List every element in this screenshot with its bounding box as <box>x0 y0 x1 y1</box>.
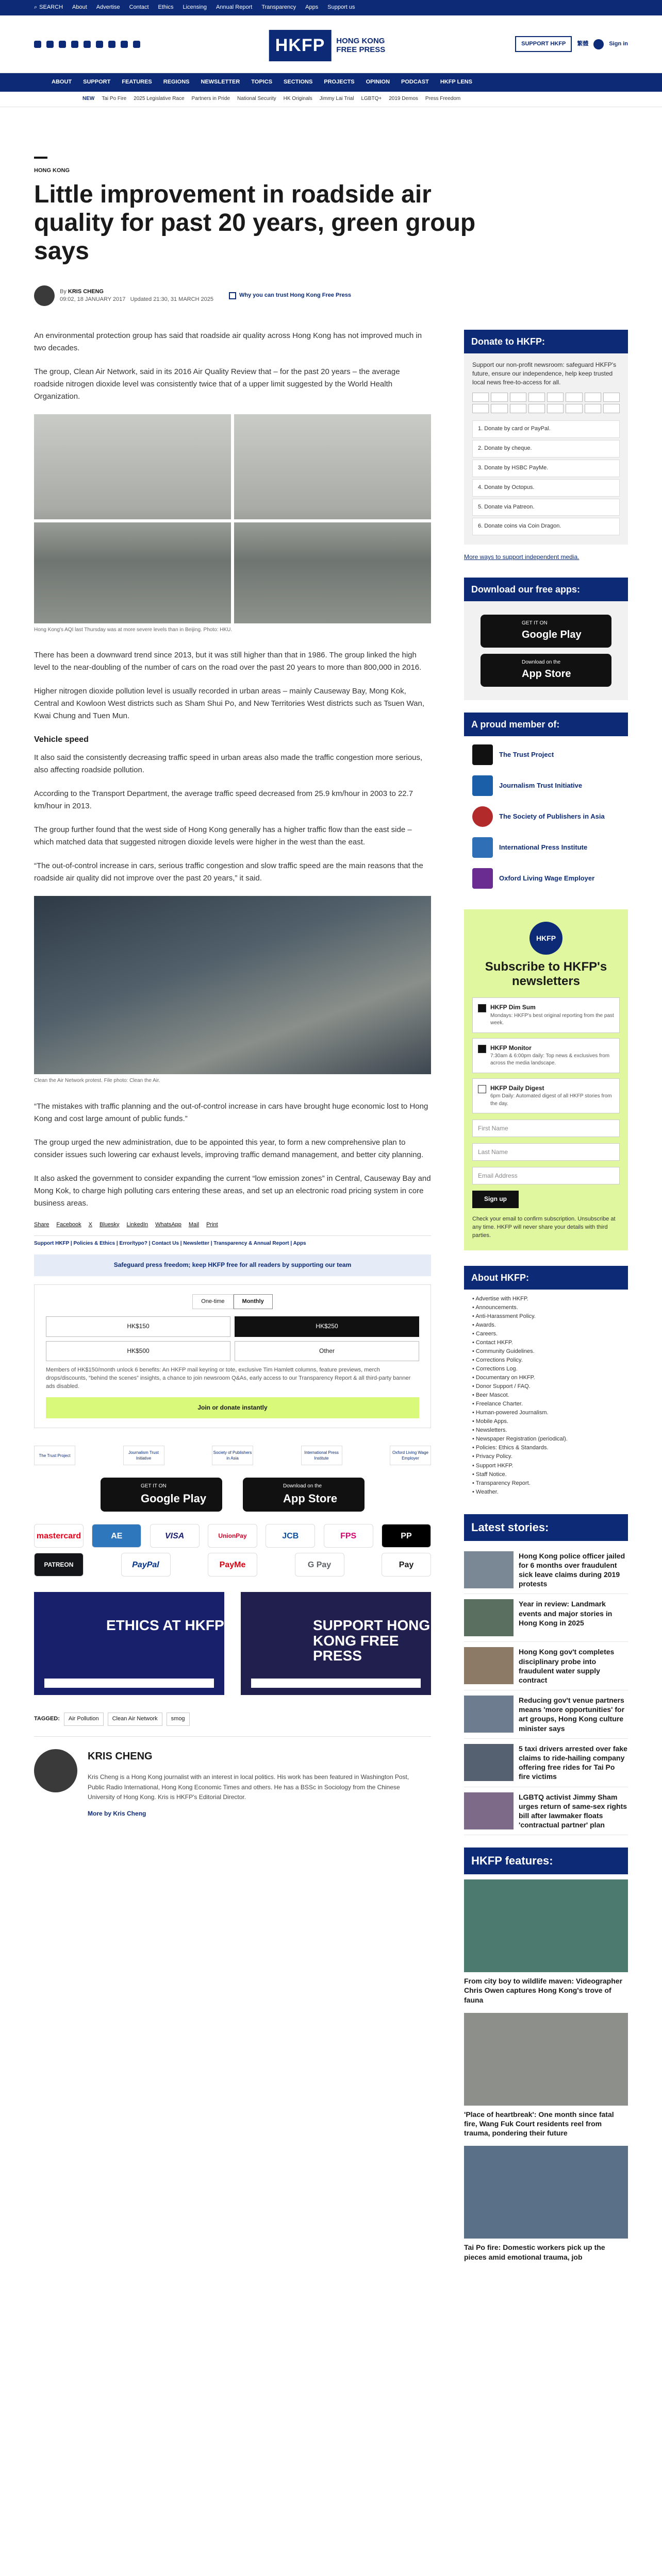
new-badge: NEW <box>82 96 95 102</box>
author-name[interactable]: KRIS CHENG <box>68 288 104 295</box>
topbar-search[interactable]: ⌕ SEARCH <box>34 4 63 12</box>
living-wage-logo[interactable]: Oxford Living Wage Employer <box>390 1446 431 1465</box>
feature-title[interactable]: From city boy to wildlife maven: Videographer Chris Owen captures Hong Kong's trove of fauna <box>464 1977 623 2004</box>
trending-link[interactable]: 2019 Demos <box>389 96 418 102</box>
protest-photo <box>34 896 431 1074</box>
newsletter-option[interactable]: HKFP Monitor 7:30am & 6:00pm daily: Top news & exclusives from across the media landscape. <box>472 1038 620 1073</box>
author-avatar[interactable] <box>34 285 55 306</box>
member-living-wage[interactable]: Oxford Living Wage Employer <box>464 863 628 894</box>
share-linkedin[interactable]: LinkedIn <box>126 1221 148 1228</box>
newsletter-fine-print: Check your email to confirm subscription. Unsubscribe at any time. HKFP will never share your details with third parties. <box>472 1215 616 1239</box>
story-item[interactable] <box>464 1546 628 1595</box>
story-title[interactable]: Hong Kong police officer jailed for 6 months over fraudulent sick leave claims during 2019 protests <box>519 1551 625 1588</box>
card-icon <box>491 393 507 402</box>
trending-link[interactable]: Partners in Pride <box>191 96 230 102</box>
feature-title[interactable]: Tai Po fire: Domestic workers pick up the pieces amid emotional trauma, job <box>464 2243 605 2261</box>
nav-about[interactable]: ABOUT <box>52 79 72 86</box>
story-thumbnail[interactable] <box>464 1696 514 1733</box>
nav-hkfp-lens[interactable]: HKFP LENS <box>440 79 472 86</box>
card-icon <box>566 393 582 402</box>
nav-regions[interactable]: REGIONS <box>163 79 190 86</box>
donate-option[interactable]: 3. Donate by HSBC PayMe. <box>472 460 620 477</box>
promo-banners <box>34 1592 431 1695</box>
paragraph: There has been a downward trend since 2013, but it was still higher than that in 1986. The group linked the high level to the near-doubling of the number of cars on the road over the past 20 years to more than 800,000 in 2016. <box>34 651 422 672</box>
about-link[interactable]: • Announcements. <box>472 1303 620 1312</box>
patreon-icon: PATREON <box>34 1553 84 1577</box>
nav-topics[interactable]: TOPICS <box>251 79 273 86</box>
about-link[interactable]: • Contact HKFP. <box>472 1338 620 1347</box>
visa-icon: VISA <box>150 1524 200 1548</box>
features-list <box>464 1879 628 2262</box>
trending-link[interactable]: HK Originals <box>283 96 312 102</box>
sign-in-link[interactable]: Sign in <box>609 40 628 47</box>
amount-option-other[interactable]: Other <box>235 1341 419 1361</box>
story-item[interactable] <box>464 1787 628 1836</box>
social-links <box>34 41 140 48</box>
app-store-buttons <box>34 1478 431 1512</box>
ethics-banner-text: ETHICS AT HKFP <box>106 1617 224 1634</box>
about-link[interactable]: • Staff Notice. <box>472 1470 620 1479</box>
topbar-contact[interactable]: Contact <box>129 4 149 11</box>
feature-image[interactable] <box>464 2146 628 2239</box>
card-icon <box>528 393 545 402</box>
language-switch[interactable]: 繁體 <box>577 40 589 47</box>
tagged-label: TAGGED: <box>34 1716 60 1722</box>
jti-logo[interactable]: Journalism Trust Initiative <box>123 1446 164 1465</box>
about-link[interactable]: • Corrections Log. <box>472 1365 620 1374</box>
amount-options <box>46 1316 419 1361</box>
card-icon <box>510 404 526 413</box>
author-bio: Kris Cheng is a Hong Kong journalist with an interest in local politics. His work has been featured in Washington Post, Public Radio International, Hong Kong Economic Times and others. He has a BSSc in Sociology from the Chinese University of Hong Kong. Kris is HKFP's Editorial Director. <box>88 1773 409 1801</box>
about-link[interactable]: • Privacy Policy. <box>472 1452 620 1461</box>
feature-item[interactable] <box>464 2013 628 2138</box>
story-thumbnail[interactable] <box>464 1792 514 1829</box>
trending-link[interactable]: National Security <box>237 96 276 102</box>
card-logos <box>472 393 620 413</box>
twitter-icon[interactable] <box>34 41 41 48</box>
about-link[interactable]: • Advertise with HKFP. <box>472 1295 620 1303</box>
apple-pay-icon: Pay <box>382 1553 431 1577</box>
card-icon <box>472 393 489 402</box>
photo-caption: Clean the Air Network protest. File photo: Clean the Air. <box>34 1078 160 1084</box>
fps-icon: FPS <box>324 1524 373 1548</box>
jcb-icon: JCB <box>266 1524 315 1548</box>
story-title[interactable]: 5 taxi drivers arrested over fake claims to ride-hailing company offering free rides for Tai Po fire victims <box>519 1744 627 1781</box>
article-category[interactable]: HONG KONG <box>34 167 70 174</box>
ipi-logo[interactable]: International Press Institute <box>301 1446 342 1465</box>
about-link[interactable]: • Donor Support / FAQ. <box>472 1382 620 1391</box>
share-label: Share <box>34 1221 49 1228</box>
tag[interactable]: Clean Air Network <box>108 1713 162 1726</box>
google-play-button[interactable]: GET IT ON Google Play <box>101 1478 222 1512</box>
youtube-icon[interactable] <box>96 41 103 48</box>
trust-project-logo[interactable]: The Trust Project <box>34 1446 75 1465</box>
footer-links[interactable]: Support HKFP | Policies & Ethics | Error/typo? | Contact Us | Newsletter | Transparency & Annual Report | Apps <box>34 1235 431 1248</box>
jti-icon <box>472 775 493 796</box>
app-store-button[interactable]: Download on the App Store <box>481 654 611 687</box>
smog-photo <box>34 414 431 623</box>
nav-sections[interactable]: SECTIONS <box>284 79 313 86</box>
tag[interactable]: Air Pollution <box>64 1713 104 1726</box>
about-link[interactable]: • Transparency Report. <box>472 1479 620 1488</box>
members-sidebar <box>464 713 628 897</box>
share-bluesky[interactable]: Bluesky <box>100 1221 120 1228</box>
nav-opinion[interactable]: OPINION <box>366 79 390 86</box>
story-title[interactable]: Year in review: Landmark events and major stories in Hong Kong in 2025 <box>519 1600 613 1627</box>
banner-bar <box>251 1679 421 1688</box>
paragraph: The group urged the new administration, due to be appointed this year, to form a new comprehensive plan to consider issues such lowering car exhaust levels, improving traffic demand management, and better city planning. <box>34 1138 424 1159</box>
feature-image[interactable] <box>464 2013 628 2106</box>
site-header <box>0 15 662 73</box>
quote-paragraph: “The mistakes with traffic planning and the out-of-control increase in cars have brought huge economic lost to Hong Kong and cost large amount of public funds.” <box>34 1101 428 1123</box>
newsletter-option[interactable]: HKFP Daily Digest 6pm Daily: Automated digest of all HKFP stories from the day. <box>472 1078 620 1113</box>
tab-one-time[interactable]: One-time <box>192 1294 233 1310</box>
topbar-annual-report[interactable]: Annual Report <box>216 4 253 11</box>
ipi-icon <box>472 837 493 858</box>
about-link[interactable]: • Awards. <box>472 1321 620 1330</box>
card-icon <box>510 393 526 402</box>
nav-projects[interactable]: PROJECTS <box>324 79 355 86</box>
search-icon: ⌕ <box>34 4 38 11</box>
story-thumbnail[interactable] <box>464 1744 514 1781</box>
topbar-ethics[interactable]: Ethics <box>158 4 174 11</box>
support-hkfp-button[interactable]: SUPPORT HKFP <box>515 36 572 53</box>
author-photo[interactable] <box>34 1749 77 1792</box>
nav-features[interactable]: FEATURES <box>122 79 152 86</box>
tab-monthly[interactable]: Monthly <box>234 1294 273 1310</box>
about-list <box>464 1290 628 1502</box>
author-box-name[interactable]: KRIS CHENG <box>88 1751 153 1762</box>
trending-link[interactable]: Jimmy Lai Trial <box>319 96 354 102</box>
logo-box: HKFP <box>269 30 332 61</box>
about-link[interactable]: • Weather. <box>472 1488 620 1497</box>
card-icon <box>547 393 564 402</box>
user-icon[interactable] <box>593 39 604 49</box>
donate-sidebar <box>464 330 628 545</box>
about-link[interactable]: • Anti-Harassment Policy. <box>472 1312 620 1321</box>
card-icon <box>603 404 620 413</box>
story-item[interactable] <box>464 1690 628 1739</box>
checkbox[interactable] <box>478 1085 486 1093</box>
share-print[interactable]: Print <box>206 1221 218 1228</box>
newsletter-heading: Subscribe to HKFP's newsletters <box>485 959 607 988</box>
support-banner-text: SUPPORT HONG KONG FREE PRESS <box>313 1617 431 1664</box>
trust-project-icon <box>472 744 493 765</box>
paragraph: An environmental protection group has said that roadside air quality across Hong Kong has not improved much in two decades. <box>34 331 422 352</box>
sidebar-heading: Donate to HKFP: <box>464 330 628 353</box>
unionpay-icon: UnionPay <box>208 1524 257 1548</box>
email-field[interactable]: Email Address <box>472 1167 620 1184</box>
sopa-logo[interactable]: Society of Publishers in Asia <box>212 1446 253 1465</box>
paragraph: “The out-of-control increase in cars, serious traffic congestion and slow traffic speed are the main reasons that the roadside air quality did not improve over the past 20 years,” it said. <box>34 861 423 883</box>
photo-caption: Hong Kong's AQI last Thursday was at more severe levels than in Beijing. Photo: HKU. <box>34 626 233 633</box>
story-item[interactable] <box>464 1594 628 1642</box>
author-box <box>34 1749 431 1818</box>
facebook-icon[interactable] <box>46 41 54 48</box>
trending-link[interactable]: 2025 Legislative Race <box>134 96 185 102</box>
card-icon <box>491 404 507 413</box>
topbar-about[interactable]: About <box>72 4 87 11</box>
logo-text: HONG KONG FREE PRESS <box>336 37 386 54</box>
checkbox-checked[interactable] <box>478 1004 486 1012</box>
title-rule <box>34 157 47 159</box>
topbar-transparency[interactable]: Transparency <box>261 4 296 11</box>
feature-item[interactable] <box>464 1879 628 2005</box>
tag[interactable]: smog <box>167 1713 190 1726</box>
about-link[interactable]: • Newsletters. <box>472 1426 620 1435</box>
checkbox-checked[interactable] <box>478 1045 486 1053</box>
card-icon <box>603 393 620 402</box>
amount-option[interactable]: HK$150 <box>46 1316 230 1336</box>
topbar-apps[interactable]: Apps <box>305 4 319 11</box>
donate-widget <box>34 1284 431 1429</box>
join-button[interactable]: Join or donate instantly <box>46 1397 419 1418</box>
story-title[interactable]: Hong Kong gov't completes disciplinary probe into fraudulent water supply contract <box>519 1648 615 1684</box>
banner-bar <box>44 1679 214 1688</box>
donate-option[interactable]: 5. Donate via Patreon. <box>472 499 620 516</box>
nav-podcast[interactable]: PODCAST <box>401 79 429 86</box>
about-link[interactable]: • Policies: Ethics & Standards. <box>472 1444 620 1452</box>
about-link[interactable]: • Newspaper Registration (periodical). <box>472 1435 620 1444</box>
donate-tabs <box>46 1294 419 1310</box>
author-info: By KRIS CHENG 09:02, 18 JANUARY 2017 Updated 21:30, 31 MARCH 2025 <box>60 288 214 302</box>
topbar-licensing[interactable]: Licensing <box>183 4 207 11</box>
member-logos <box>34 1446 431 1465</box>
section-heading: Vehicle speed <box>34 735 89 744</box>
feature-title[interactable]: 'Place of heartbreak': One month since fatal fire, Wang Fuk Court residents reel from trauma, pondering their future <box>464 2110 614 2138</box>
donate-option[interactable]: 1. Donate by card or PayPal. <box>472 420 620 438</box>
about-link[interactable]: • Beer Mascot. <box>472 1391 620 1400</box>
amount-option-selected[interactable]: HK$250 <box>235 1316 419 1336</box>
article-title: Little improvement in roadside air quality for past 20 years, green group says <box>34 180 476 265</box>
paragraph: According to the Transport Department, the average traffic speed decreased from 25.9 km/hour in 2003 to 22.7 km/hour in 2013. <box>34 789 413 811</box>
sidebar-heading: HKFP features: <box>464 1848 628 1874</box>
card-icon <box>528 404 545 413</box>
paragraph: It also said the consistently decreasing traffic speed in urban areas also made the traffic congestion more serious, also affecting roadside pollution. <box>34 753 423 775</box>
nav-newsletter[interactable]: NEWSLETTER <box>201 79 240 86</box>
topbar-advertise[interactable]: Advertise <box>96 4 120 11</box>
story-thumbnail[interactable] <box>464 1647 514 1684</box>
donate-option[interactable]: 4. Donate by Octopus. <box>472 479 620 497</box>
mastercard-icon: mastercard <box>34 1524 84 1548</box>
member-ipi[interactable]: International Press Institute <box>464 832 628 863</box>
donate-text[interactable]: Support our non-profit newsroom: safeguard HKFP's future, ensure our independence, help keep trusted local news free-to-access for all. <box>472 361 617 386</box>
donate-option[interactable]: 6. Donate coins via Coin Dragon. <box>472 518 620 535</box>
paragraph: The group, Clean Air Network, said in its 2016 Air Quality Review that – for the past 20 years – the average roadside nitrogen dioxide level was consistently twice that of a upper limit suggested by the World Health Organization. <box>34 367 400 401</box>
payment-methods <box>34 1524 431 1577</box>
sidebar-heading: About HKFP: <box>464 1266 628 1290</box>
trending-link[interactable]: Tai Po Fire <box>102 96 127 102</box>
updated-date: Updated 21:30, 31 MARCH 2025 <box>130 296 214 302</box>
sidebar <box>464 330 628 2270</box>
share-facebook[interactable]: Facebook <box>56 1221 81 1228</box>
about-sidebar <box>464 1266 628 1502</box>
story-item[interactable] <box>464 1642 628 1690</box>
newsletter-signup <box>464 909 628 1250</box>
member-sopa[interactable]: The Society of Publishers in Asia <box>464 801 628 832</box>
more-ways-link[interactable]: More ways to support independent media. <box>464 553 580 561</box>
app-store-button[interactable]: Download on the App Store <box>243 1478 365 1512</box>
newsletter-option[interactable]: HKFP Dim Sum Mondays: HKFP's best original reporting from the past week. <box>472 997 620 1032</box>
instagram-icon[interactable] <box>59 41 66 48</box>
byline <box>34 285 628 306</box>
paragraph: It also asked the government to consider expanding the current “low emission zones” in Central, Causeway Bay and Mong Kok, to charge high polluting cars entering these areas, and set up an electronic road pricing system in core business areas. <box>34 1174 431 1208</box>
trending-link[interactable]: Press Freedom <box>425 96 461 102</box>
sidebar-heading: Latest stories: <box>464 1514 628 1541</box>
patreon-dot-icon: PP <box>382 1524 431 1548</box>
google-play-button[interactable]: GET IT ON Google Play <box>481 615 611 648</box>
about-link[interactable]: • Human-powered Journalism. <box>472 1409 620 1417</box>
tag-list <box>34 1713 431 1737</box>
trending-bar <box>0 92 662 107</box>
payme-icon: PayMe <box>208 1553 257 1577</box>
sidebar-heading: A proud member of: <box>464 713 628 736</box>
nav-support[interactable]: SUPPORT <box>83 79 111 86</box>
share-x[interactable]: X <box>88 1221 93 1228</box>
apps-sidebar <box>464 578 628 700</box>
card-icon <box>585 404 601 413</box>
share-bar <box>34 1221 431 1229</box>
trust-icon <box>229 292 236 299</box>
top-utility-bar <box>0 0 662 15</box>
member-trust-project[interactable]: The Trust Project <box>464 739 628 770</box>
about-link[interactable]: • Documentary on HKFP. <box>472 1374 620 1382</box>
ethics-banner[interactable] <box>34 1592 224 1695</box>
feature-image[interactable] <box>464 1879 628 1972</box>
card-icon <box>585 393 601 402</box>
donate-option[interactable]: 2. Donate by cheque. <box>472 440 620 457</box>
site-logo[interactable] <box>269 30 393 61</box>
story-title[interactable]: LGBTQ activist Jimmy Sham urges return of same-sex rights bill after lawmaker floats 'contractual partner' plan <box>519 1792 627 1829</box>
last-name-field[interactable]: Last Name <box>472 1143 620 1161</box>
member-benefits: Members of HK$150/month unlock 6 benefits: An HKFP mail keyring or tote, exclusive Tim Hamlett columns, feature previews, merch drops/discounts, “behind the scenes” insights, a chance to join newsroom Q&As, early access to our Transparency Report & all third-party banner ads disabled. <box>46 1367 411 1390</box>
google-pay-icon: G Pay <box>295 1553 344 1577</box>
living-wage-icon <box>472 868 493 889</box>
page-layout <box>0 330 662 2270</box>
support-hkfp-banner[interactable] <box>241 1592 431 1695</box>
amount-option[interactable]: HK$500 <box>46 1341 230 1361</box>
amex-icon: AE <box>92 1524 141 1548</box>
share-whatsapp[interactable]: WhatsApp <box>155 1221 181 1228</box>
about-link[interactable]: • Community Guidelines. <box>472 1347 620 1356</box>
main-nav <box>0 73 662 92</box>
story-thumbnail[interactable] <box>464 1551 514 1588</box>
more-by-author-link[interactable]: More by Kris Cheng <box>88 1809 146 1817</box>
latest-list <box>464 1546 628 1836</box>
member-jti[interactable]: Journalism Trust Initiative <box>464 770 628 801</box>
article-body <box>34 330 431 2270</box>
paragraph: The group further found that the west side of Hong Kong generally has a higher traffic flow than the east side – which matched data that suggested nitrogen dioxide levels were higher in the west than the east. <box>34 825 412 847</box>
about-link[interactable]: • Corrections Policy. <box>472 1356 620 1365</box>
paragraph: Higher nitrogen dioxide pollution level is usually recorded in urban areas – mainly Causeway Bay, Mong Kok, Central and Kowloon West districts such as Sham Shui Po, and New Territories West districts such as Tsuen Wan, Kwai Chung and Tuen Mun. <box>34 687 424 720</box>
feature-item[interactable] <box>464 2146 628 2261</box>
card-icon <box>566 404 582 413</box>
story-title[interactable]: Reducing gov't venue partners means 'more opportunities' for art groups, Hong Kong culture minister says <box>519 1696 625 1733</box>
about-link[interactable]: • Support HKFP. <box>472 1462 620 1470</box>
header-actions <box>515 36 628 53</box>
story-thumbnail[interactable] <box>464 1599 514 1636</box>
rss-icon[interactable] <box>133 41 140 48</box>
card-icon <box>547 404 564 413</box>
sign-up-button[interactable]: Sign up <box>472 1191 519 1208</box>
latest-stories <box>464 1514 628 1836</box>
share-mail[interactable]: Mail <box>188 1221 200 1228</box>
threads-icon[interactable] <box>71 41 78 48</box>
sidebar-heading: Download our free apps: <box>464 578 628 601</box>
trending-link[interactable]: LGBTQ+ <box>361 96 382 102</box>
about-link[interactable]: • Careers. <box>472 1330 620 1338</box>
card-icon <box>472 404 489 413</box>
about-link[interactable]: • Freelance Charter. <box>472 1400 620 1409</box>
article-header <box>0 107 662 306</box>
podcast-icon[interactable] <box>121 41 128 48</box>
bluesky-icon[interactable] <box>84 41 91 48</box>
mail-icon[interactable] <box>108 41 115 48</box>
support-banner[interactable]: Safeguard press freedom; keep HKFP free for all readers by supporting our team <box>34 1255 431 1276</box>
topbar-support[interactable]: Support us <box>327 4 355 11</box>
trust-link[interactable]: Why you can trust Hong Kong Free Press <box>229 292 351 300</box>
about-link[interactable]: • Mobile Apps. <box>472 1417 620 1426</box>
first-name-field[interactable]: First Name <box>472 1120 620 1137</box>
story-item[interactable] <box>464 1739 628 1787</box>
hkfp-badge: HKFP <box>529 922 562 955</box>
paypal-icon: PayPal <box>121 1553 171 1577</box>
features-sidebar <box>464 1848 628 2261</box>
sopa-icon <box>472 806 493 827</box>
publish-date: 09:02, 18 JANUARY 2017 <box>60 296 126 302</box>
